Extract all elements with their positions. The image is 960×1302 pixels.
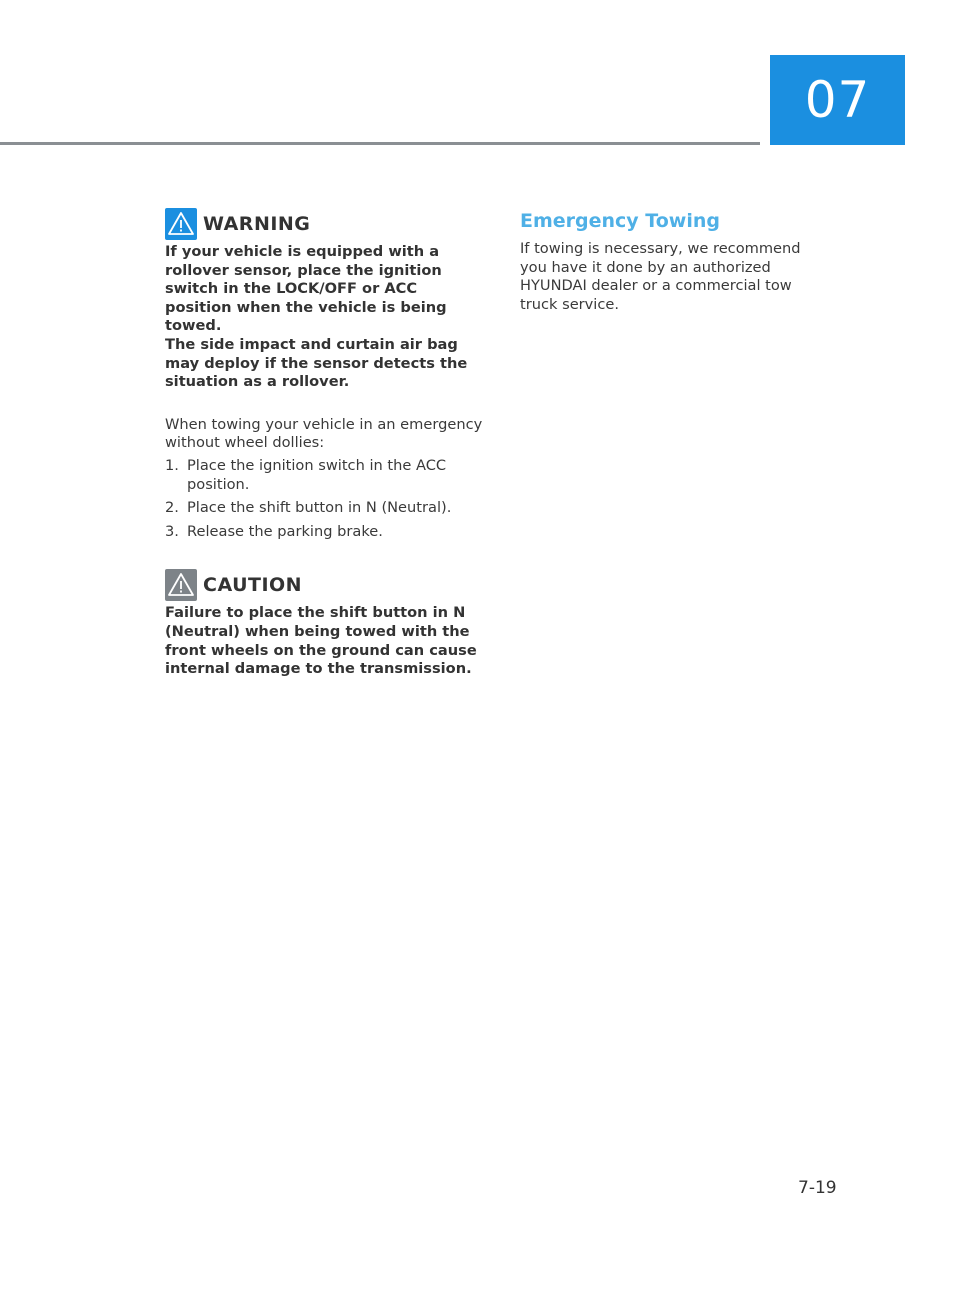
emergency-towing-text: If towing is necessary, we recommend you have it done by an authorized HYUNDAI dealer or a commercial tow truck service.	[520, 240, 801, 313]
step-number: 1.	[165, 456, 179, 474]
warning-header	[165, 208, 487, 240]
caution-header	[165, 569, 487, 601]
step-number: 3.	[165, 522, 179, 540]
towing-intro: When towing your vehicle in an emergency without wheel dollies:	[165, 415, 483, 452]
caution-body: Failure to place the shift button in N (Neutral) when being towed with the front wheels on the ground can cause internal damage to the transmission.	[165, 604, 477, 678]
caution-title: CAUTION	[203, 574, 303, 597]
chapter-tab: 07	[770, 55, 905, 145]
warning-box	[165, 208, 487, 392]
list-item	[165, 457, 487, 494]
header-rule	[0, 142, 760, 145]
section-title-emergency-towing: Emergency Towing	[520, 210, 720, 232]
step-text: Place the ignition switch in the ACC position.	[187, 456, 447, 493]
step-number: 2.	[165, 499, 179, 517]
warning-body	[165, 243, 487, 392]
left-column	[165, 208, 487, 679]
warning-paragraph: The side impact and curtain air bag may deploy if the sensor detects the situation as a rollover.	[165, 335, 468, 391]
warning-title: WARNING	[203, 213, 311, 235]
warning-triangle-icon	[165, 208, 197, 240]
warning-paragraph: If your vehicle is equipped with a rollover sensor, place the ignition switch in the LOCK/OFF or ACC position when the vehicle is being towed.	[165, 243, 447, 335]
page-number: 7-19	[798, 1178, 837, 1198]
step-text: Place the shift button in N (Neutral).	[187, 499, 452, 517]
step-text: Release the parking brake.	[187, 522, 383, 540]
list-item	[165, 523, 487, 542]
caution-box	[165, 569, 487, 678]
caution-triangle-icon	[165, 569, 197, 601]
right-column	[520, 208, 830, 314]
list-item	[165, 499, 487, 518]
towing-steps-list	[165, 457, 487, 541]
